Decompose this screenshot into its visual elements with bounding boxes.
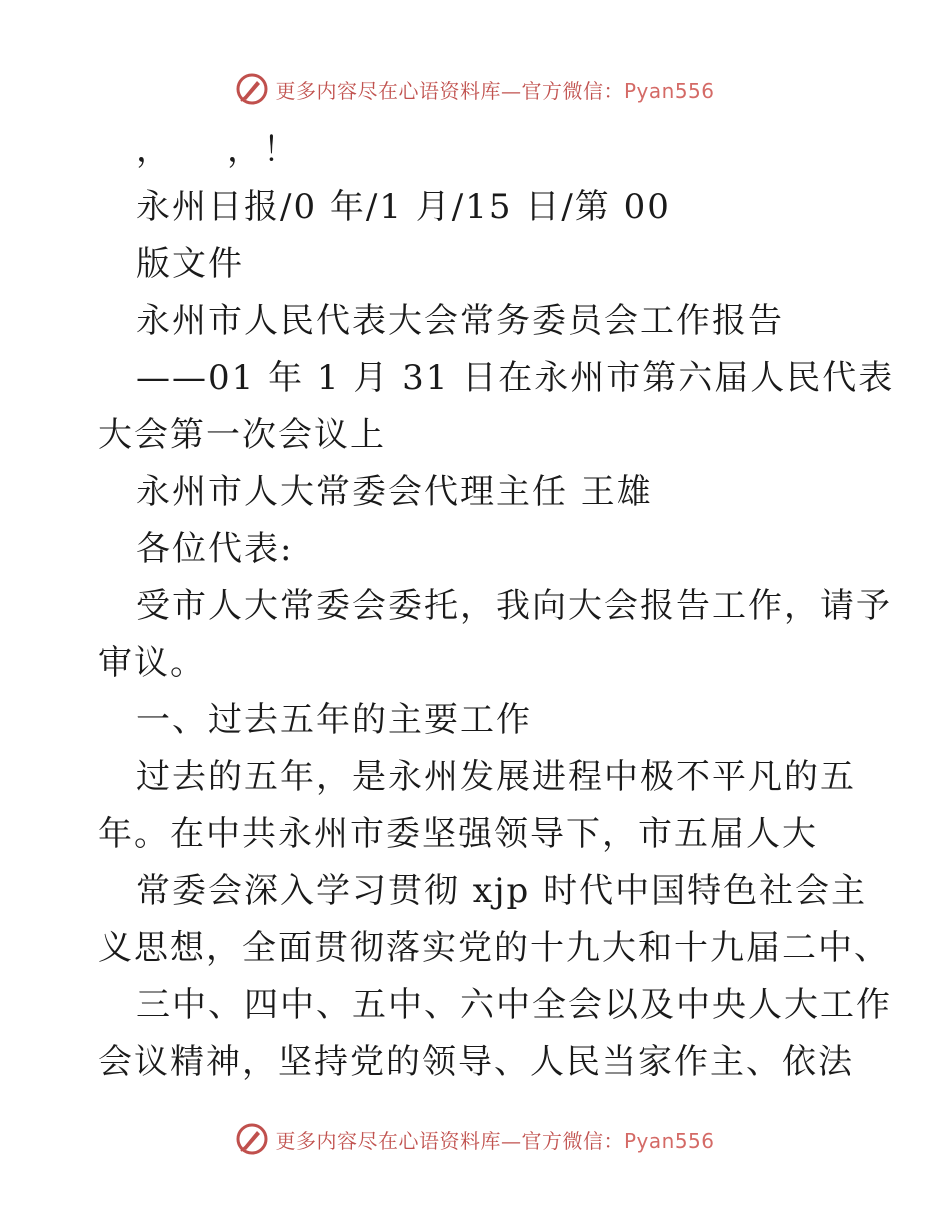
text-line: 永州日报/0 年/1 月/15 日/第 00 bbox=[136, 187, 671, 227]
text-line: 三中、四中、五中、六中全会以及中央人大工作 bbox=[136, 985, 892, 1025]
report-title: 永州市人民代表大会常务委员会工作报告 bbox=[136, 301, 784, 341]
text-line: 会议精神，坚持党的领导、人民当家作主、依法 bbox=[98, 1042, 854, 1082]
quill-circle-icon bbox=[235, 72, 269, 106]
watermark-text: 更多内容尽在心语资料库—官方微信：Pyan556 bbox=[275, 1128, 715, 1153]
document-body bbox=[98, 122, 895, 1091]
text-line: 过去的五年，是永州发展进程中极不平凡的五 bbox=[136, 757, 856, 797]
text-line: 常委会深入学习贯彻 xjp 时代中国特色社会主 bbox=[136, 871, 868, 911]
report-subtitle-cont: 大会第一次会议上 bbox=[98, 415, 386, 455]
report-subtitle: ——01 年 1 月 31 日在永州市第六届人民代表 bbox=[136, 358, 895, 398]
text-line: 年。在中共永州市委坚强领导下，市五届人大 bbox=[98, 814, 818, 854]
section-heading: 一、过去五年的主要工作 bbox=[136, 700, 532, 740]
watermark-footer bbox=[0, 1122, 950, 1156]
text-line: 义思想，全面贯彻落实党的十九大和十九届二中、 bbox=[98, 928, 890, 968]
text-line: ， ，！ bbox=[136, 130, 299, 170]
watermark-header bbox=[0, 72, 950, 106]
text-line: 受市人大常委会委托，我向大会报告工作，请予 bbox=[136, 586, 892, 626]
text-line: 审议。 bbox=[98, 643, 206, 683]
salutation: 各位代表: bbox=[136, 529, 294, 569]
text-line: 版文件 bbox=[136, 244, 244, 284]
watermark-text: 更多内容尽在心语资料库—官方微信：Pyan556 bbox=[275, 78, 715, 103]
quill-circle-icon bbox=[235, 1122, 269, 1156]
author-line: 永州市人大常委会代理主任 王雄 bbox=[136, 472, 653, 512]
